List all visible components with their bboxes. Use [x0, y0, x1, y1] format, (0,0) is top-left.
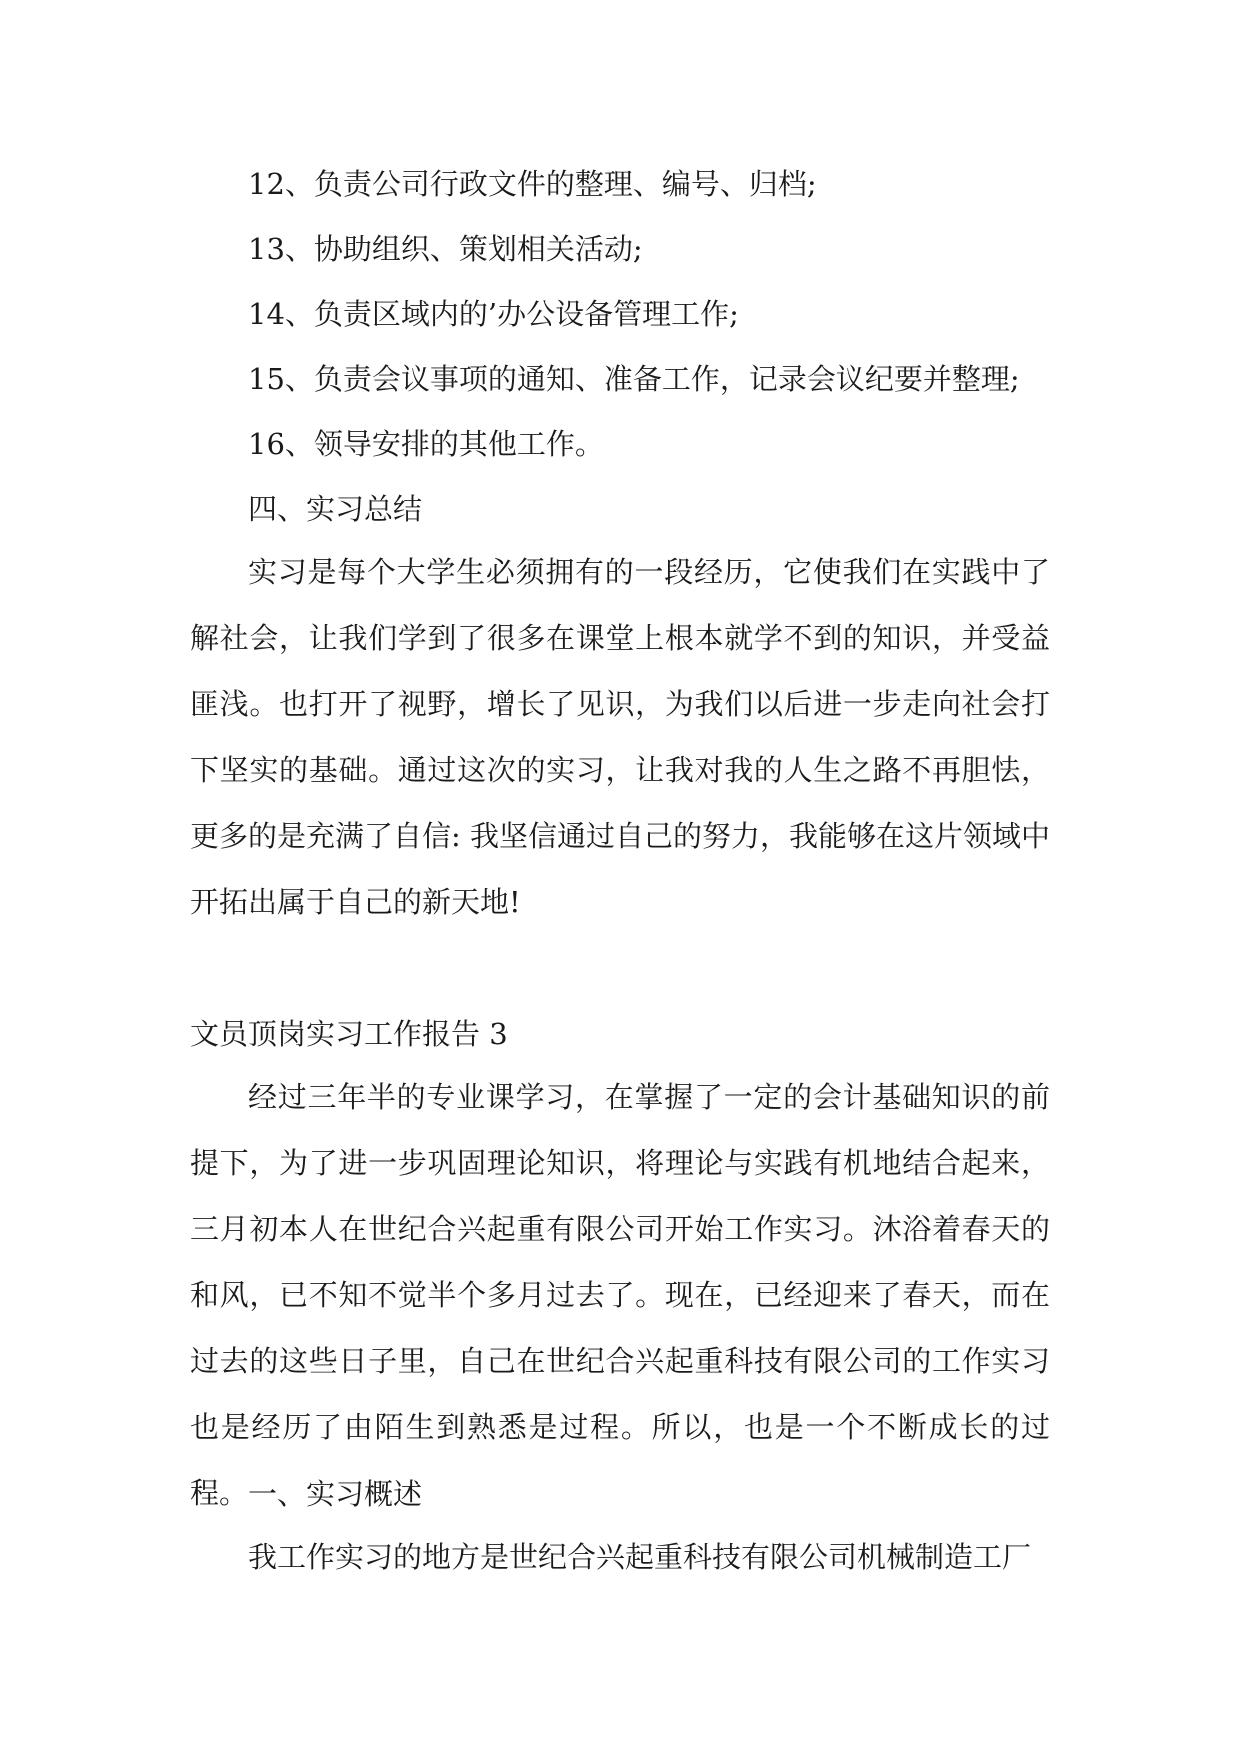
list-item-14: 14、负责区域内的’办公设备管理工作; [248, 297, 739, 331]
report-title: 文员顶岗实习工作报告 3 [190, 1017, 508, 1051]
report-intro-paragraph: 经过三年半的专业课学习，在掌握了一定的会计基础知识的前提下，为了进一步巩固理论知识，将理论与实践有机地结合起来，三月初本人在世纪合兴起重有限公司开始工作实习。沐浴着春天的和风，已不知不觉半个多月过去了。现在，已经迎来了春天，而在过去的这些日子里，自己在世纪合兴起重科技有限公司的工作实习也是经历了由陌生到熟悉是过程。所以，也是一个不断成长的过程。 [190, 1080, 1050, 1510]
section-heading-overview: 一、实习概述 [248, 1477, 423, 1511]
list-item-13: 13、协助组织、策划相关活动; [248, 232, 643, 266]
overview-paragraph: 我工作实习的地方是世纪合兴起重科技有限公司机械制造工厂 [248, 1540, 1032, 1574]
list-item-15: 15、负责会议事项的通知、准备工作，记录会议纪要并整理; [248, 362, 1020, 396]
section-heading-summary: 四、实习总结 [248, 492, 423, 526]
summary-paragraph: 实习是每个大学生必须拥有的一段经历，它使我们在实践中了解社会，让我们学到了很多在课堂上根本就学不到的知识，并受益匪浅。也打开了视野，增长了见识，为我们以后进一步走向社会打下坚实的基础。通过这次的实习，让我对我的人生之路不再胆怯，更多的是充满了自信: 我坚信通过自己的努力，我能够在这片领域中开拓出属于自己的新天地! [190, 555, 1050, 919]
list-item-12: 12、负责公司行政文件的整理、编号、归档; [248, 167, 817, 201]
list-item-16: 16、领导安排的其他工作。 [248, 427, 604, 461]
